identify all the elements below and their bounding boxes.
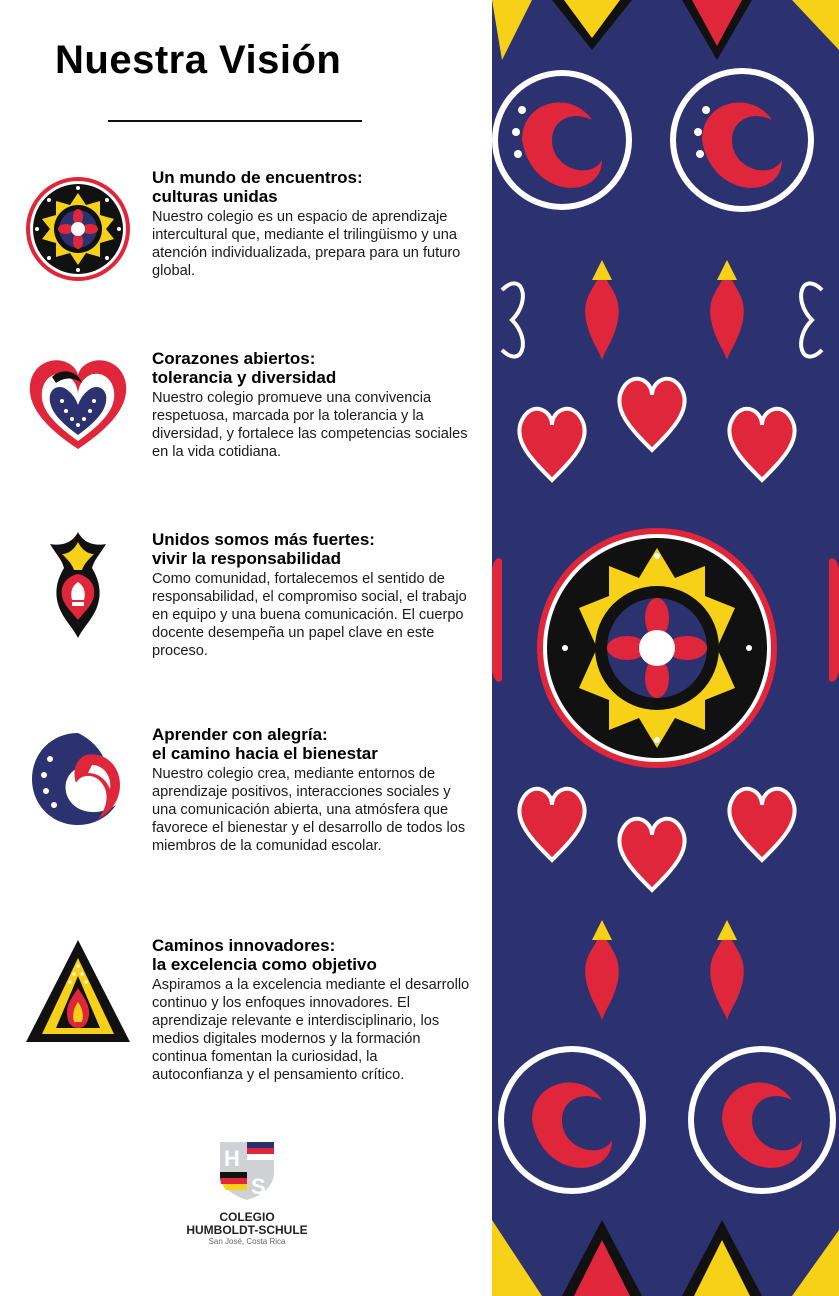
section-text bbox=[152, 936, 472, 1084]
folk-pattern-artwork bbox=[492, 0, 839, 1296]
svg-text:S: S bbox=[251, 1174, 266, 1199]
section-text bbox=[152, 725, 472, 855]
heading-line2: culturas unidas bbox=[152, 187, 278, 206]
mandala-icon bbox=[22, 173, 134, 285]
heading-line1: Caminos innovadores: bbox=[152, 936, 336, 955]
heading-line2: el camino hacia el bienestar bbox=[152, 744, 378, 763]
heart-icon bbox=[22, 349, 134, 461]
section-body: Nuestro colegio es un espacio de aprendizaje intercultural que, mediante el trilingüismo y una atención individualizada, prepara para un futuro global. bbox=[152, 209, 461, 279]
logo-line1: COLEGIO bbox=[219, 1210, 275, 1224]
fleur-ornament-icon bbox=[22, 530, 134, 642]
school-logo bbox=[172, 1138, 322, 1247]
school-shield-icon bbox=[216, 1138, 278, 1202]
decorative-pattern-panel bbox=[492, 0, 839, 1296]
heading-line1: Corazones abiertos: bbox=[152, 349, 316, 368]
title-divider bbox=[108, 120, 362, 122]
section-text bbox=[152, 530, 472, 660]
heading-line2: tolerancia y diversidad bbox=[152, 368, 337, 387]
section-body: Como comunidad, fortalecemos el sentido de responsabilidad, el compromiso social, el trabajo en equipo y una buena comunicación. El cuerpo docente desempeña un papel clave en este proceso. bbox=[152, 571, 467, 659]
section-heading bbox=[152, 168, 472, 206]
section-text bbox=[152, 168, 472, 280]
svg-text:H: H bbox=[224, 1146, 240, 1171]
section-body: Nuestro colegio crea, mediante entornos de aprendizaje positivos, interacciones sociales y una comunicación abierta, una atmósfera que favorece el bienestar y el desarrollo de todos los miembros de la comunidad escolar. bbox=[152, 766, 466, 854]
heading-line2: vivir la responsabilidad bbox=[152, 549, 341, 568]
section-heading bbox=[152, 530, 472, 568]
section-heading bbox=[152, 936, 472, 974]
section-body: Nuestro colegio promueve una convivencia respetuosa, marcada por la tolerancia y la diversidad, y fortalece las competencias sociales en la vida cotidiana. bbox=[152, 390, 468, 460]
heading-line1: Aprender con alegría: bbox=[152, 725, 328, 744]
logo-line3: San José, Costa Rica bbox=[208, 1237, 286, 1246]
section-body: Aspiramos a la excelencia mediante el desarrollo continuo y los enfoques innovadores. El aprendizaje relevante e interdisciplinario, los medios digitales modernos y la formación continua fomentan la curiosidad, la autoconfianza y el pensamiento crítico. bbox=[152, 977, 470, 1083]
section-heading bbox=[152, 725, 472, 763]
heading-line2: la excelencia como objetivo bbox=[152, 955, 377, 974]
section-heading bbox=[152, 349, 472, 387]
page-title: Nuestra Visión bbox=[55, 38, 342, 82]
triangle-flame-icon bbox=[22, 936, 134, 1048]
heading-line1: Un mundo de encuentros: bbox=[152, 168, 363, 187]
logo-line2: HUMBOLDT-SCHULE bbox=[186, 1223, 308, 1237]
wave-swirl-icon bbox=[22, 725, 134, 837]
heading-line1: Unidos somos más fuertes: bbox=[152, 530, 375, 549]
section-text bbox=[152, 349, 472, 461]
